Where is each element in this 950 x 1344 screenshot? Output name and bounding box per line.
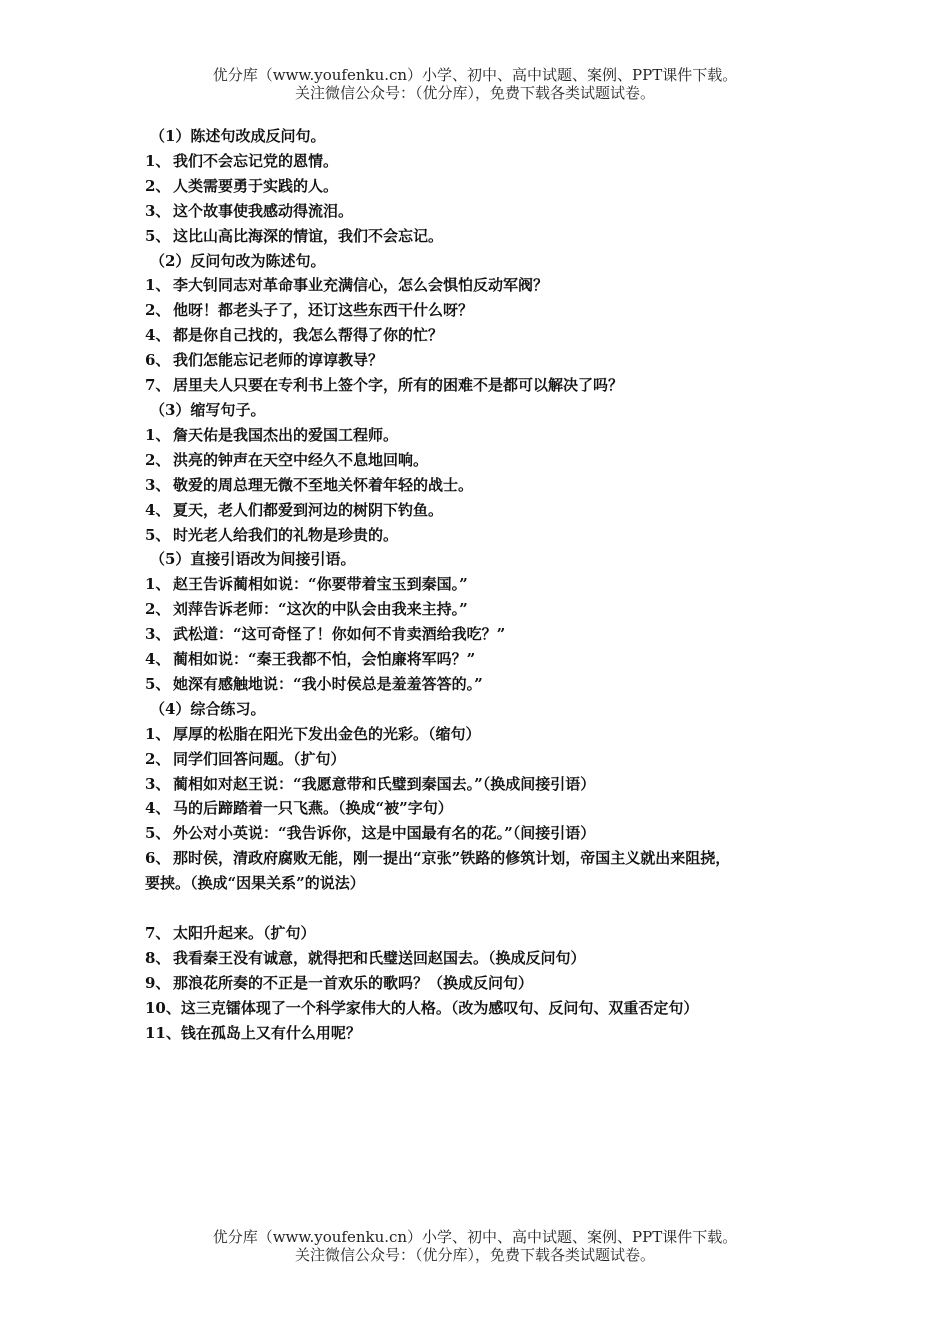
list-item: 3、 武松道：“这可奇怪了！你如何不肯卖酒给我吃？” (145, 625, 506, 644)
list-item: 3、 敬爱的周总理无微不至地关怀着年轻的战士。 (145, 475, 474, 494)
list-item: 2、 同学们回答问题。（扩句） (145, 749, 346, 768)
list-item: 6、 我们怎能忘记老师的谆谆教导？ (145, 351, 384, 370)
list-item: 9、 那浪花所奏的不正是一首欢乐的歌吗？（换成反问句） (145, 973, 534, 992)
list-item: 2、 他呀！都老头子了，还订这些东西干什么呀？ (145, 301, 474, 320)
page-header (0, 66, 950, 102)
list-item: 7、 太阳升起来。（扩句） (145, 923, 316, 942)
section-title-5: （5）直接引语改为间接引语。 (150, 550, 356, 569)
list-item: 2、 刘萍告诉老师：“这次的中队会由我来主持。” (145, 600, 468, 619)
section-title-1: （1）陈述句改成反问句。 (150, 127, 326, 145)
list-item: 6、 那时侯，清政府腐败无能，刚一提出“京张”铁路的修筑计划，帝国主义就出来阻挠， (145, 849, 731, 868)
list-item: 4、 马的后蹄踏着一只飞燕。（换成“被”字句） (145, 799, 453, 818)
section-title-2: （2）反问句改为陈述句。 (150, 251, 326, 270)
list-item: 1、 我们不会忘记党的恩情。 (145, 151, 339, 170)
list-item: 11、钱在孤岛上又有什么用呢？ (145, 1023, 361, 1042)
list-item: 5、 她深有感触地说：“我小时侯总是羞羞答答的。” (145, 674, 483, 693)
list-item: 1、 李大钊同志对革命事业充满信心，怎么会惧怕反动军阀？ (145, 276, 549, 295)
header-line-1: 优分库（www.youfenku.cn）小学、初中、高中试题、案例、PPT课件下载。 (212, 66, 738, 84)
list-item: 2、 人类需要勇于实践的人。 (145, 176, 339, 195)
list-item: 2、 洪亮的钟声在天空中经久不息地回响。 (145, 450, 429, 469)
list-item: 7、 居里夫人只要在专利书上签个字，所有的困难不是都可以解决了吗？ (145, 376, 624, 395)
list-item: 4、 都是你自己找的，我怎么帮得了你的忙？ (145, 326, 444, 345)
list-item: 4、 蔺相如说：“秦王我都不怕，会怕廉将军吗？” (145, 650, 476, 669)
list-item: 5、 外公对小英说：“我告诉你，这是中国最有名的花。”（间接引语） (145, 824, 596, 843)
exercise-content (145, 124, 835, 1046)
section-title-3: （3）缩写句子。 (150, 400, 266, 419)
list-item: 1、 赵王告诉蔺相如说：“你要带着宝玉到秦国。” (145, 575, 468, 594)
list-item: 10、这三克镭体现了一个科学家伟大的人格。（改为感叹句、反问句、双重否定句） (145, 998, 699, 1017)
list-item: 5、 时光老人给我们的礼物是珍贵的。 (145, 525, 399, 544)
page-footer (0, 1228, 950, 1264)
list-item: 1、 厚厚的松脂在阳光下发出金色的光彩。（缩句） (145, 724, 481, 743)
list-item: 3、 蔺相如对赵王说：“我愿意带和氏璧到秦国去。”（换成间接引语） (145, 774, 596, 793)
list-item: 8、 我看秦王没有诚意，就得把和氏璧送回赵国去。（换成反问句） (145, 948, 586, 967)
list-item: 3、 这个故事使我感动得流泪。 (145, 201, 354, 220)
list-item: 5、 这比山高比海深的情谊，我们不会忘记。 (145, 226, 444, 245)
header-line-2: 关注微信公众号：（优分库），免费下载各类试题试卷。 (294, 84, 655, 102)
list-item-continuation: 要挟。（换成“因果关系”的说法） (145, 874, 365, 893)
section-title-4: （4）综合练习。 (150, 699, 266, 718)
footer-line-1: 优分库（www.youfenku.cn）小学、初中、高中试题、案例、PPT课件下载。 (212, 1228, 738, 1246)
list-item: 1、 詹天佑是我国杰出的爱国工程师。 (145, 425, 399, 444)
footer-line-2: 关注微信公众号：（优分库），免费下载各类试题试卷。 (294, 1246, 655, 1264)
list-item: 4、 夏天，老人们都爱到河边的树阴下钓鱼。 (145, 500, 444, 519)
blank-line (145, 896, 835, 921)
